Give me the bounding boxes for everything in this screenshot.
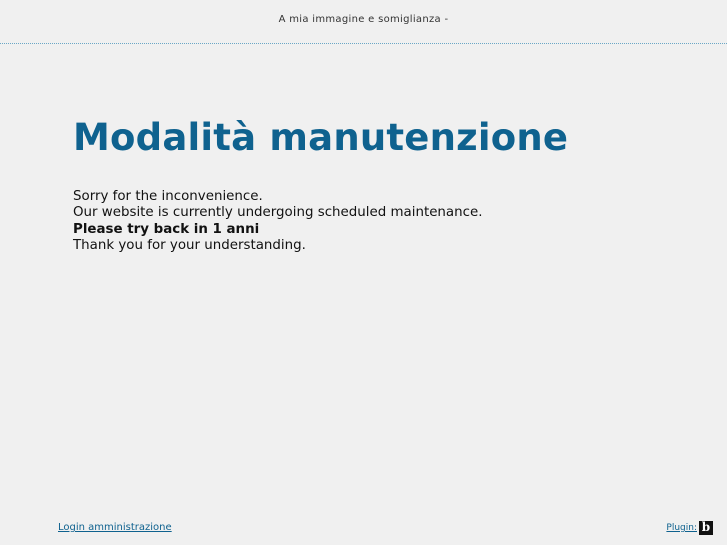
plugin-credit-link[interactable] — [666, 521, 713, 535]
maintenance-content — [73, 118, 693, 255]
admin-login-link[interactable]: Login amministrazione — [58, 522, 172, 533]
message-line-apology: Sorry for the inconvenience. — [73, 188, 263, 204]
message-line-status: Our website is currently undergoing scheduled maintenance. — [73, 205, 483, 221]
plugin-label[interactable]: Plugin: — [666, 523, 697, 533]
maintenance-message — [73, 189, 693, 255]
message-line-retry: Please try back in 1 anni — [73, 221, 260, 237]
page-title: Modalità manutenzione — [73, 116, 569, 159]
site-header — [0, 0, 727, 44]
message-line-thanks: Thank you for your understanding. — [73, 238, 306, 254]
site-title: A mia immagine e somiglianza - — [278, 14, 449, 25]
plugin-logo-icon[interactable]: b — [699, 521, 713, 535]
